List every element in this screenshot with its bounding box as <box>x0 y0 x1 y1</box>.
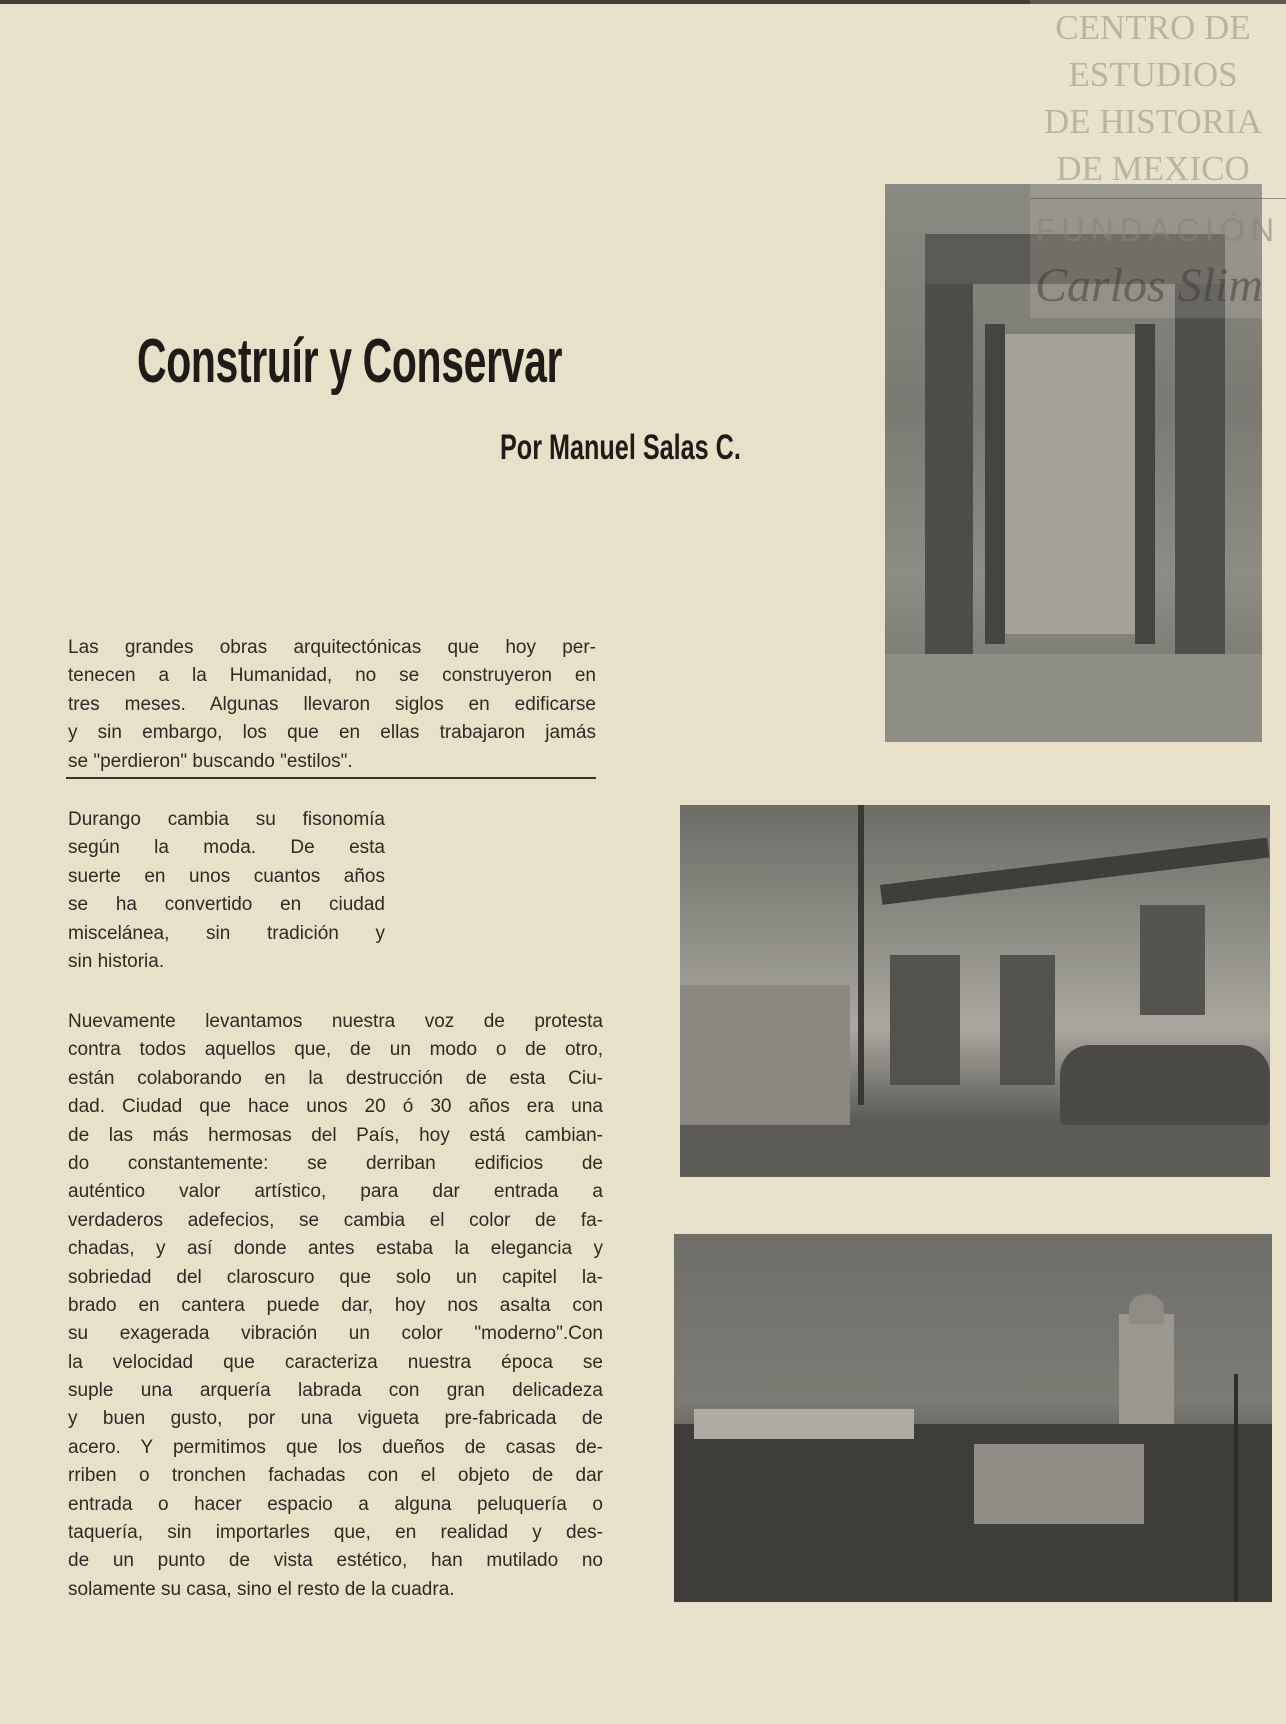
text-line: contra todos aquellos que, de un modo o de otro, <box>68 1039 603 1061</box>
text-line: están colaborando en la destrucción de esta Ciu- <box>68 1067 603 1089</box>
watermark-centro-estudios <box>1030 4 1276 192</box>
watermark-line: ESTUDIOS <box>1068 55 1238 94</box>
text-line: rriben o tronchen fachadas con el objeto de dar <box>68 1465 603 1487</box>
text-line: de un punto de vista estético, han mutilado no <box>68 1550 603 1572</box>
text-line: la velocidad que caracteriza nuestra época se <box>68 1351 603 1373</box>
paragraph-protest <box>68 1008 603 1604</box>
text-line: entrada o hacer espacio a alguna peluquería o <box>68 1493 603 1515</box>
text-line: suple una arquería labrada con gran delicadeza <box>68 1380 603 1402</box>
photo-cathedral-street <box>674 1234 1272 1602</box>
text-line: de las más hermosas del País, hoy está cambian- <box>68 1124 603 1146</box>
text-line: se "perdieron" buscando "estilos". <box>68 750 353 772</box>
watermark-line: DE MEXICO <box>1056 149 1250 188</box>
text-line: taquería, sin importarles que, en realidad y des- <box>68 1522 603 1544</box>
watermark-line: CENTRO DE <box>1055 8 1251 47</box>
text-line: Durango cambia su fisonomía <box>68 809 385 830</box>
photo-street-facades <box>680 805 1270 1177</box>
text-line: sobriedad del claroscuro que solo un capitel la- <box>68 1266 603 1288</box>
text-line: auténtico valor artístico, para dar entrada a <box>68 1181 603 1203</box>
text-line: dad. Ciudad que hace unos 20 ó 30 años era una <box>68 1096 603 1118</box>
divider-rule <box>66 777 596 779</box>
text-line: sin historia. <box>68 950 165 972</box>
text-line: tres meses. Algunas llevaron siglos en edificarse <box>68 693 596 715</box>
text-line: chadas, y así donde antes estaba la elegancia y <box>68 1238 603 1260</box>
paragraph-durango <box>68 806 385 976</box>
text-line: se ha convertido en ciudad <box>68 894 385 916</box>
text-line: Nuevamente levantamos nuestra voz de protesta <box>68 1011 603 1032</box>
text-line: suerte en unos cuantos años <box>68 865 385 887</box>
text-line: do constantemente: se derriban edificios de <box>68 1152 603 1174</box>
text-line: según la moda. De esta <box>68 837 385 859</box>
text-line: y sin embargo, los que en ellas trabajaron jamás <box>68 722 596 744</box>
paragraph-intro <box>68 634 596 776</box>
text-line: verdaderos adefecios, se cambia el color de fa- <box>68 1209 603 1231</box>
text-line: su exagerada vibración un color "moderno".Con <box>68 1323 603 1345</box>
text-line: Las grandes obras arquitectónicas que hoy per- <box>68 637 596 658</box>
watermark-line: DE HISTORIA <box>1043 102 1263 141</box>
text-line: y buen gusto, por una vigueta pre-fabricada de <box>68 1408 603 1430</box>
text-line: solamente su casa, sino el resto de la cuadra. <box>68 1578 455 1600</box>
article-title: Construír y Conservar <box>137 327 563 396</box>
watermark-signature: Carlos Slim <box>1035 259 1264 312</box>
text-line: tenecen a la Humanidad, no se construyeron en <box>68 665 596 687</box>
text-line: miscelánea, sin tradición y <box>68 922 385 944</box>
text-line: acero. Y permitimos que los dueños de casas de- <box>68 1436 603 1458</box>
watermark-fundacion: FUNDACIÓN <box>1035 212 1281 248</box>
watermark-divider <box>1030 198 1286 199</box>
article-byline: Por Manuel Salas C. <box>500 428 741 467</box>
text-line: brado en cantera puede dar, hoy nos asalta con <box>68 1294 603 1316</box>
